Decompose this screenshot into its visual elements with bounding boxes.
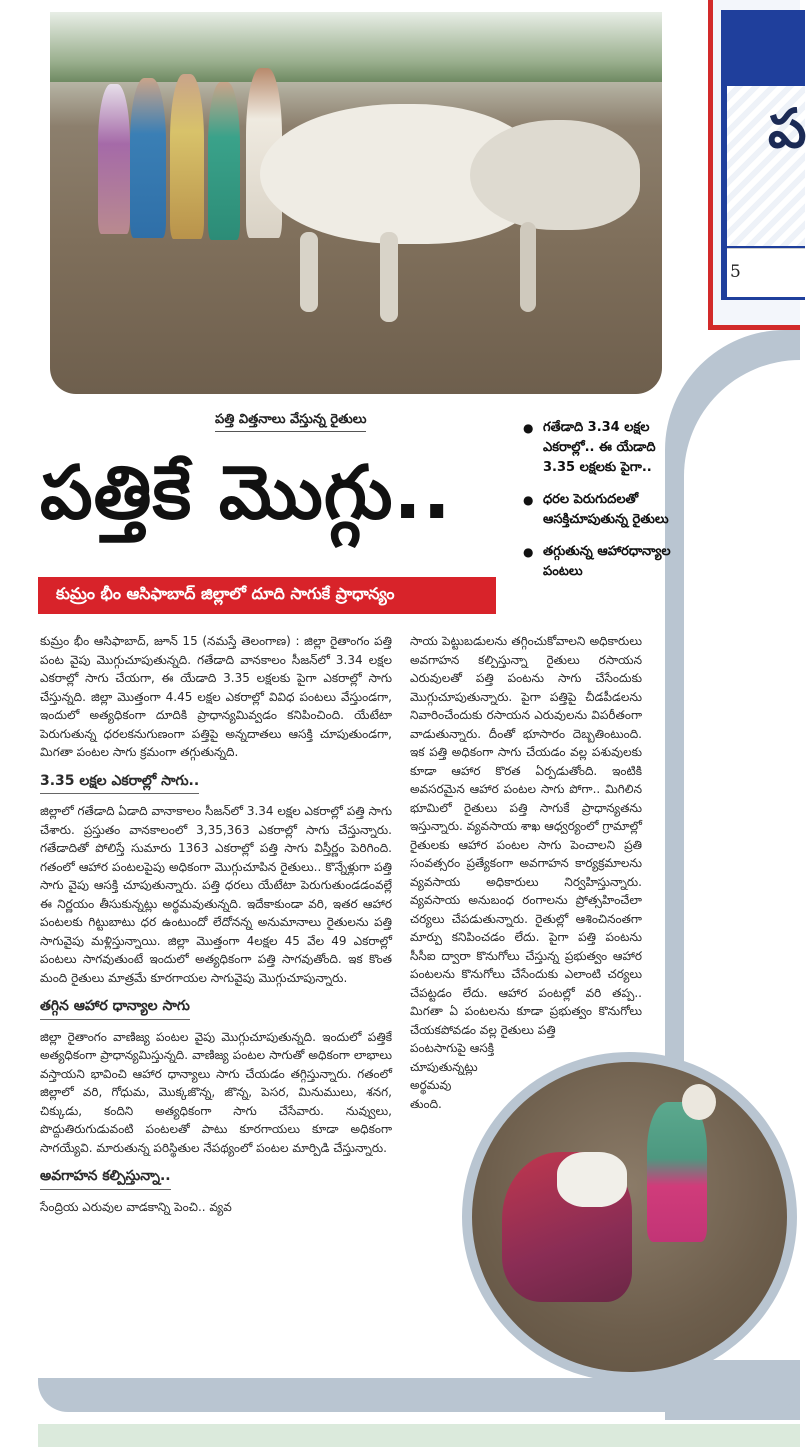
farmer-figure <box>208 82 240 240</box>
subheadline: కుమ్రం భీం ఆసిఫాబాద్ జిల్లాలో దూది సాగుకే ప్రాధాన్యం <box>56 584 395 603</box>
bullet-item: ● తగ్గుతున్న ఆహారధాన్యాల పంటలు <box>523 542 673 582</box>
body-paragraph: జిల్లాలో గతేడాది ఏడాది వానాకాలం సీజన్‌లో 3.34 లక్షల ఎకరాల్లో పత్తి సాగు చేశారు. ప్రస్తుతం వానకాలంలో 3,35,363 ఎకరాల్లో సాగు చేస్తున్నారు. గతేడాదితో పోలిస్తే సుమారు 1363 ఎకరాల్లో పత్తి సాగు విస్తీర్ణం పెరిగింది. గతంలో ఆహార పంటలపైపు అధికంగా మొగ్గుచూపిన రైతులు.. కొన్నేళ్లుగా పత్తి సాగు వైపు ఆసక్తి చూపుతున్నారు. పత్తి ధరలు యేటేటా పెరుగుతుండడంవల్లే ఈ నిర్ణయం తీసుకున్నట్లు అర్థమవుతున్నది. ఇదేకాకుండా వరి, ఇతర ఆహార పంటలకు గిట్టుబాటు ధర ఉంటుందో లేదోనన్న అనుమానాలు రైతులను పత్తి సాగువైపు మళ్లిస్తున్నాయి. జిల్లా మొత్తంగా 4లక్షల 45 వేల 49 ఎకరాల్లో పంటలు సాగవుతుంటే ఇందులో అత్యధికంగా పత్తి సాగవుతోంది. ఇక కొంత మంది రైతులు మాత్రమే కూరగాయల సాగువైపు మొగ్గుచూపున్నారు. <box>40 804 392 985</box>
body-line: పంటసాగుపై ఆసక్తి <box>410 1041 495 1055</box>
ad-overlay <box>708 0 806 330</box>
ad-number: 5 <box>730 262 741 282</box>
farmer-figure <box>98 84 130 234</box>
body-paragraph: సేంద్రియ ఎరువుల వాడకాన్ని పెంచి.. వ్యవ <box>40 1199 232 1214</box>
women-sowing-photo <box>462 1052 797 1382</box>
ox-leg <box>380 232 398 322</box>
ox-figure <box>470 120 640 230</box>
tree-line <box>50 12 662 82</box>
section-heading: 3.35 లక్షల ఎకరాల్లో సాగు.. <box>40 772 199 795</box>
article-column-1 <box>40 632 392 1216</box>
body-paragraph: సాయ పెట్టుబడులను తగ్గించుకోవాలని అధికారులు అవగాహన కల్పిస్తున్నా రైతులు రసాయన ఎరువులతో పత్తి పంటను సాగు చేసేందుకు మొగ్గుచూపుతున్నారు. పైగా పత్తిపై చీడపీడలను నివారించేందుకు రసాయన ఎరువులను విపరీతంగా వాడుతున్నారు. దీంతో భూసారం దెబ్బతింటుంది. ఇక పత్తి అధికంగా సాగు చేయడం వల్ల పశువులకు కూడా ఆహార కొరత ఏర్పడుతోంది. ఇంటికి అవసరమైన ఆహార పంటల సాగు పోగా.. మిగిలిన భూమిలో రైతులు పత్తి సాగుకే ప్రాధాన్యతను ఇస్తున్నారు. వ్యవసాయ శాఖ ఆధ్వర్యంలో గ్రామాల్లో రైతులకు ఆహార పంటల సాగు పెంచాలని ప్రతి సంవత్సరం ప్రత్యేకంగా అవగాహన కార్యక్రమాలను వ్యవసాయ అధికారులు నిర్వహిస్తున్నారు. వ్యవసాయ అనుబంధ రంగాలను ప్రోత్సహించేలా చర్యలు చేపడుతున్నారు. రైతుల్లో ఆశించినంతగా మార్పు కనిపించడం లేదు. పైగా పత్తి పంటను సీసీఐ ద్వారా కొనుగోలు చేస్తున్న ప్రభుత్వం ఆహార పంటలను కొనుగోలు చేసేందుకు ఎలాంటి చర్యలు చేపట్టడం లేదు. ఆహార పంటల్లో వరి తప్ప.. మిగతా ఏ పంటలను కూడా ప్రభుత్వం కొనుగోలు చేయకపోవడం వల్ల రైతులు పత్తి <box>410 634 642 1037</box>
body-paragraph: జిల్లా రైతాంగం వాణిజ్య పంటల వైపు మొగ్గుచూపుతున్నది. ఇందులో పత్తికే అత్యధికంగా ప్రాధాన్యమిస్తున్నది. వాణిజ్య పంటల సాగుతో అధికంగా లాభాలు వస్తాయని భావించి ఆహార ధాన్యాలు సాగు చేయడం తగ్గిస్తున్నారు. గతంలో జిల్లాలో వరి, గోధుమ, మొక్కజొన్న, జొన్న, పెసర, మినుములు, శనగ, చిక్కుడు, కందిని అత్యధికంగా సాగు చేసేవారు. నువ్వులు, పొద్దుతిరుగుడువంటి పంటలతో పాటు కూరగాయలు కూడా అధికంగా సాగయ్యేవి. మారుతున్న పరిస్థితుల నేపథ్యంలో పంటల మార్పిడి చేస్తున్నారు. <box>40 1029 392 1155</box>
highlight-bullets <box>523 418 673 594</box>
section-heading: అవగాహన కల్పిస్తున్నా.. <box>40 1167 171 1190</box>
photo-caption: పత్తి విత్తనాలు వేస్తున్న రైతులు <box>215 412 366 432</box>
next-article-strip <box>38 1424 800 1447</box>
decorative-bottom-border <box>38 1378 800 1412</box>
farmer-figure <box>130 78 166 238</box>
bullet-item: ● గతేడాది 3.34 లక్షల ఎకరాల్లో.. ఈ యేడాది 3.35 లక్షలకు పైగా.. <box>523 418 673 478</box>
body-line: తుంది. <box>410 1096 442 1111</box>
seed-cloth <box>557 1152 627 1207</box>
page-margin <box>0 0 38 1447</box>
section-heading: తగ్గిన ఆహార ధాన్యాల సాగు <box>40 997 190 1020</box>
article-column-2 <box>410 632 720 1113</box>
bullet-item: ● ధరల పెరుగుదలతో ఆసక్తిచూపుతున్న రైతులు <box>523 490 673 530</box>
farmers-ploughing-photo <box>50 12 662 394</box>
body-line: అర్థమవు <box>410 1078 452 1092</box>
head-scarf <box>682 1084 716 1120</box>
ox-leg <box>300 232 318 312</box>
intro-paragraph: కుమ్రం భీం ఆసిఫాబాద్, జూన్ 15 (నమస్తే తెలంగాణ) : జిల్లా రైతాంగం పత్తి పంట వైపు మొగ్గుచూపుతున్నది. గతేడాది వానకాలం సీజన్‌లో 3.34 లక్షల ఎకరాల్లో సాగు చేయగా, ఈ యేడాది 3.35 లక్షలకు పైగా ఎకరాల్లో సాగు చేస్తున్నది. జిల్లా మొత్తంగా 4.45 లక్షల ఎకరాల్లో వివిధ పంటలు వేస్తుండగా, ఇందులో అత్యధికంగా దూదికి ప్రాధాన్యమివ్వడం కనిపించింది. యేటేటా పెరుగుతున్న ధరలకనుగుణంగా పత్తిపై అన్నదాతలు ఆసక్తి చూపుతుండగా, మిగతా పంటల సాగు క్రమంగా తగ్గుతున్నది. <box>40 634 392 759</box>
body-line: చూపుతున్నట్లు <box>410 1059 478 1074</box>
farmer-figure <box>647 1102 707 1242</box>
ox-leg <box>520 222 536 312</box>
farmer-figure <box>170 74 204 239</box>
headline: పత్తికే మొగ్గు.. <box>40 450 452 536</box>
ad-glyph: ప <box>768 96 806 160</box>
